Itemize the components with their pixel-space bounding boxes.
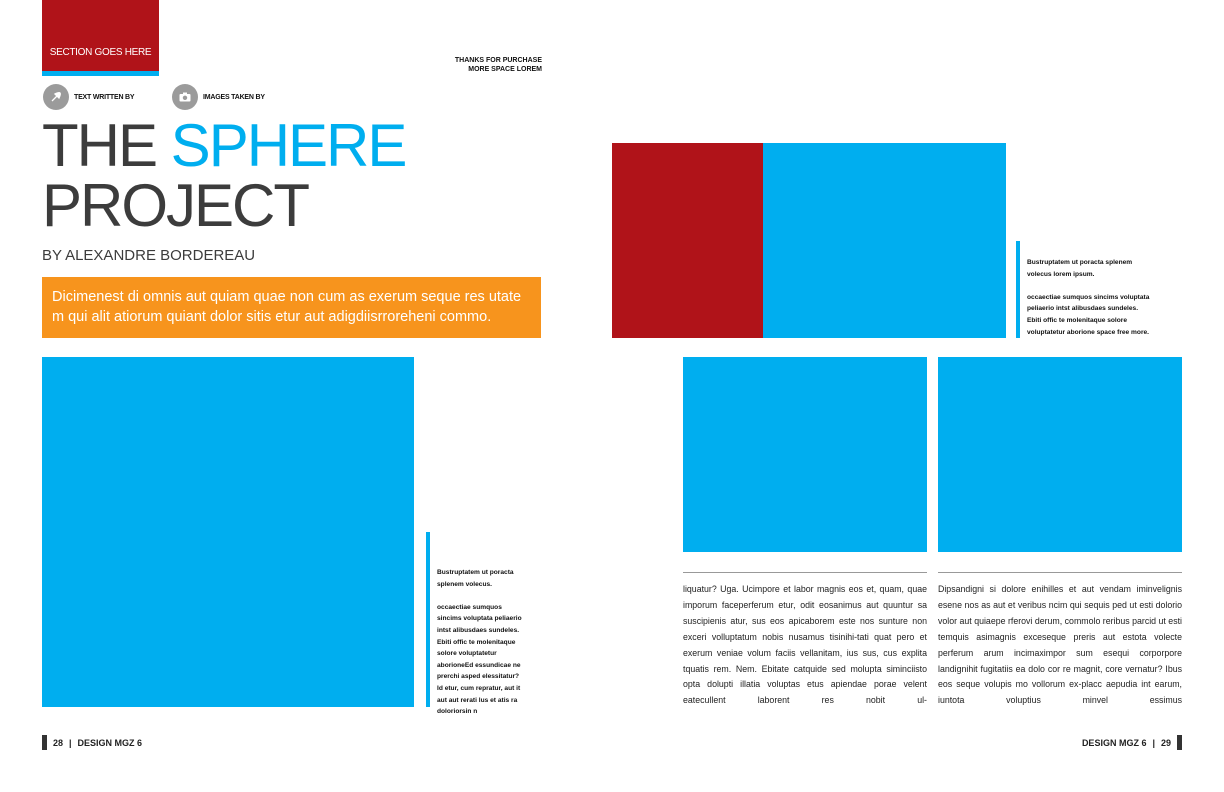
right-sidebar-bar [1016, 241, 1020, 338]
feather-icon [43, 84, 69, 110]
byline: BY ALEXANDRE BORDEREAU [42, 247, 256, 264]
footer-left-page: 28 [53, 737, 64, 748]
column-1-image-placeholder [683, 357, 927, 552]
text-credit [43, 84, 134, 110]
top-blue-image-placeholder [763, 143, 1006, 338]
column-2-image-placeholder [938, 357, 1182, 552]
footer-left [42, 735, 142, 750]
footer-right-bar [1177, 735, 1182, 750]
image-credit-label: IMAGES TAKEN BY [203, 93, 265, 101]
left-sidebar-p2: occaectiae sumquos sincims voluptata peliaerio intst alibusdaes sundeles. Ebiti offic te molenitaque solore voluptatetur aborioneEd essundicae ne prerchi asped elessitatur? Id etur, cum repratur, aut it aut aut rerati lus et atis ra doloriorsin n [437, 603, 522, 716]
right-sidebar-p1: Bustruptatem ut poracta splenem volecus lorem ipsum. [1027, 259, 1133, 278]
text-credit-label: TEXT WRITTEN BY [74, 93, 135, 101]
footer-right [1082, 735, 1182, 750]
thanks-line-2: MORE SPACE LOREM [468, 66, 542, 73]
column-2-rule [938, 572, 1182, 573]
title-part-2: PROJECT [42, 172, 309, 239]
title-accent: SPHERE [170, 112, 406, 179]
thanks-line-1: THANKS FOR PURCHASE [454, 57, 542, 64]
footer-left-mag: DESIGN MGZ 6 [77, 737, 143, 748]
right-sidebar-p2: occaectiae sumquos sincims voluptata peliaerio intst alibusdaes sundeles. Ebiti offic te molenitaque solore voluptatetur aborione space free more. [1027, 293, 1150, 336]
footer-right-mag: DESIGN MGZ 6 [1081, 737, 1147, 748]
footer-right-sep: | [1152, 737, 1155, 748]
footer-left-sep: | [69, 737, 72, 748]
lede-text: Dicimenest di omnis aut quiam quae non cum as exerum seque res utate m qui alit atiorum quiant dolor sitis etur aut adigdiisrroreheni commo. [52, 289, 522, 325]
lede-box [42, 277, 541, 338]
section-tab [42, 0, 159, 71]
image-credit [172, 84, 265, 110]
main-image-placeholder [42, 357, 414, 707]
thanks-note [400, 56, 542, 74]
section-tab-stripe [42, 71, 159, 76]
left-sidebar-bar [426, 532, 430, 707]
section-label: SECTION GOES HERE [49, 47, 152, 58]
right-sidebar-text [1027, 257, 1152, 338]
article-title [42, 112, 406, 239]
column-2-text: Dipsandigni si dolore enihilles et aut vendam iminvelignis esene nos as aut et veribus ncim qui sequis ped ut esti dolorio volor aut quiaepe rferovi derum, commolo reribus parcid ut esti temquis asimagnis exceseque preris aut estota volecte perferum arum incimaximpor sum esequi corporpore landignihit fugitatiis ea dolo cor re magnit, core vernatur? Ibus eos seque volupis mo vollorum ex-placc aepudia int earum, iuntota voluptius minvel essimus [938, 584, 1182, 706]
column-1-rule [683, 572, 927, 573]
footer-left-bar [42, 735, 47, 750]
footer-right-page: 29 [1160, 737, 1171, 748]
title-part-1: THE [42, 112, 171, 179]
red-image-placeholder [612, 143, 763, 338]
left-sidebar-text [437, 567, 525, 718]
camera-icon [172, 84, 198, 110]
column-1-text: liquatur? Uga. Ucimpore et labor magnis eos et, quam, quae imporum faceperferum etur, odit eosanimus aut quuntur sa suscipienis atur, sus eos apicaborem este nos sunture non exceri volluptatum nobis nusamus tisinihi-tati quat pero et exerum veniae volum faciis vellanitam, ius sus, cus explita tquatis rem. Nem. Ebitate catquide sed molupta siminciisto opta dolupti illatia voluptas etus apiendae porae velent eatecullent laborent res nobit ul- [683, 584, 927, 706]
left-sidebar-p1: Bustruptatem ut poracta splenem volecus. [437, 569, 514, 588]
